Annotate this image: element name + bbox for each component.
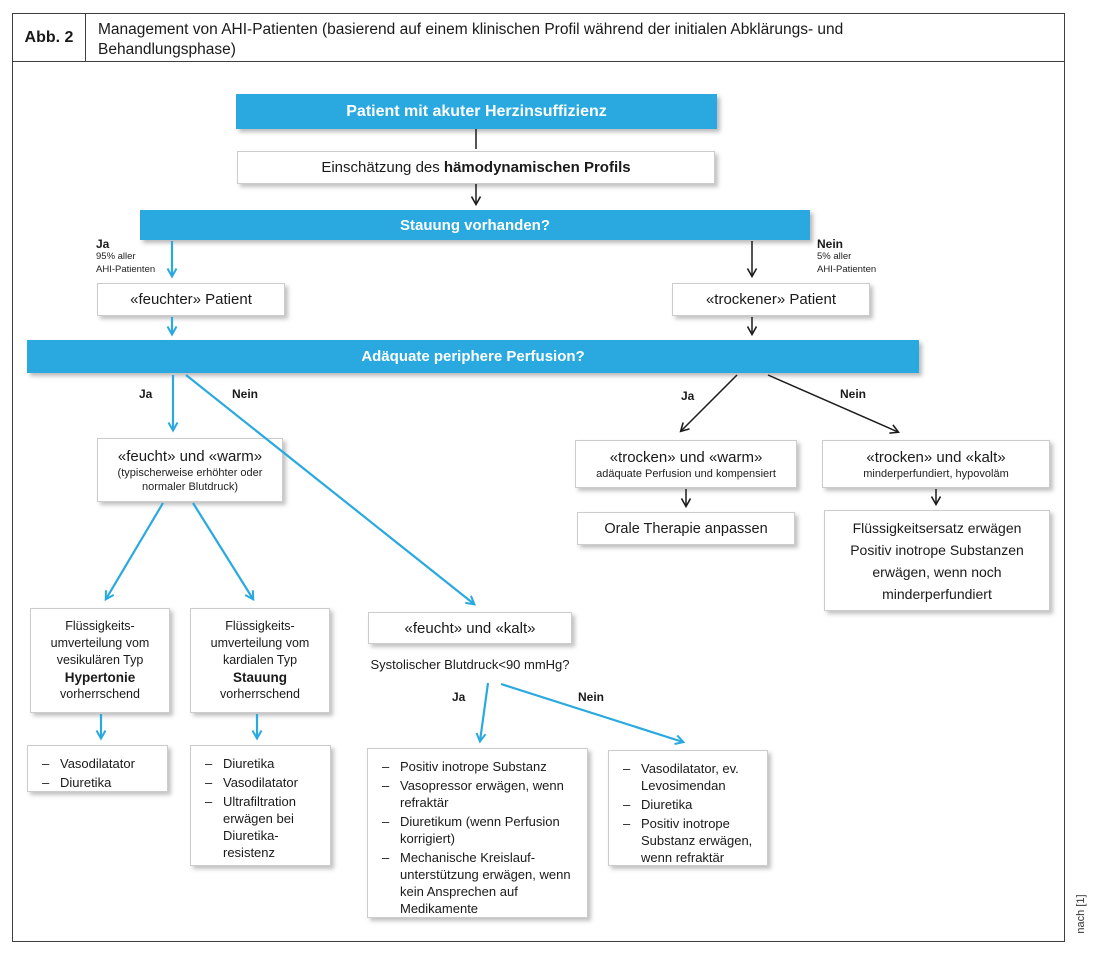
fluid-line1: Flüssigkeitsersatz erwägen (852, 519, 1022, 536)
node-oral-therapy: Orale Therapie anpassen (577, 512, 795, 545)
node-perfusion-banner: Adäquate periphere Perfusion? (27, 340, 919, 373)
dash-bullet: – (382, 778, 390, 793)
node-shock-list (367, 748, 588, 918)
node-congestion-banner: Stauung vorhanden? (140, 210, 810, 240)
node-diuretic-list (190, 745, 331, 866)
list-item: – Ultrafiltration erwägen bei Diuretika-resistenz (193, 793, 326, 861)
list-item: – Diuretikum (wenn Perfusion korrigiert) (370, 813, 583, 847)
dash-bullet: – (382, 850, 390, 865)
list-item: – Mechanische Kreislauf-unterstützung erwägen, wenn kein Ansprechen auf Medikamente (370, 849, 583, 917)
node-wet-patient: «feuchter» Patient (97, 283, 285, 316)
wet-warm-title: «feucht» und «warm» (117, 447, 263, 465)
list-item: – Diuretika (30, 774, 163, 791)
cardiac-last: vorherrschend (220, 687, 300, 701)
dry-cold-sub: minderperfundiert, hypovoläm (863, 467, 1009, 480)
list-item: – Vasodilatator (193, 774, 326, 791)
cardiac-line2: umverteilung vom (210, 636, 310, 650)
node-fluid-replacement (824, 510, 1050, 611)
cardiac-bold: Stauung (233, 670, 287, 685)
assessment-text (321, 159, 630, 176)
node-dry-cold (822, 440, 1050, 488)
fluid-line2: Positiv inotrope Substanzen (850, 541, 1024, 558)
congestion-no-sub1: 5% aller (817, 251, 852, 262)
list-item: – Vasopressor erwägen, wenn refraktär (370, 777, 583, 811)
label-congestion-no (817, 238, 876, 276)
cardiac-line1: Flüssigkeits- (225, 619, 295, 633)
fluid-line3: erwägen, wenn noch (872, 563, 1002, 580)
cardiac-line3: kardialen Typ (222, 653, 298, 667)
figure-title (86, 14, 1064, 61)
congestion-yes-sub1: 95% aller (96, 251, 136, 262)
label-systolic-no: Nein (578, 690, 605, 704)
list-item: – Vasodilatator, ev. Levosimendan (611, 760, 763, 794)
vesicular-bold: Hypertonie (64, 670, 136, 685)
congestion-no-sub2: AHI-Patienten (817, 263, 877, 275)
node-dry-warm (575, 440, 797, 488)
fluid-line4: minderperfundiert (882, 585, 992, 602)
wet-warm-sub1: (typischerweise erhöhter oder (117, 466, 263, 479)
label-perfusion-right-no: Nein (840, 387, 867, 401)
dry-warm-title: «trocken» und «warm» (609, 448, 763, 466)
dash-bullet: – (42, 756, 50, 771)
figure-title-line2: Behandlungsphase) (98, 41, 236, 58)
list-item: – Positiv inotrope Substanz (370, 758, 583, 775)
figure-title-line1: Management von AHI-Patienten (basierend auf einem klinischen Profil während der initialen Abklärungs- und (98, 21, 844, 38)
vesicular-line3: vesikulären Typ (56, 653, 144, 667)
node-assessment (237, 151, 715, 184)
node-vaso-list (27, 745, 168, 792)
label-systolic-yes: Ja (452, 690, 466, 704)
node-dry-patient: «trockener» Patient (672, 283, 870, 316)
node-no-shock-list (608, 750, 768, 866)
dash-bullet: – (623, 761, 631, 776)
wet-warm-sub2: normaler Blutdruck) (142, 480, 238, 493)
list-item: – Diuretika (611, 796, 763, 813)
node-patient-banner: Patient mit akuter Herzinsuffizienz (236, 94, 717, 129)
dry-cold-title: «trocken» und «kalt» (866, 448, 1006, 466)
list-item: – Vasodilatator (30, 755, 163, 772)
systolic-question: Systolischer Blutdruck<90 mmHg? (370, 657, 570, 672)
citation-note: nach [1] (1075, 894, 1087, 934)
assessment-bold: hämodynamischen Profils (443, 159, 631, 176)
dry-warm-sub: adäquate Perfusion und kompensiert (596, 467, 776, 480)
figure-label: Abb. 2 (13, 14, 86, 61)
congestion-no-label: Nein (817, 237, 844, 251)
congestion-yes-sub2: AHI-Patienten (96, 263, 156, 275)
dash-bullet: – (382, 759, 390, 774)
list-item: – Positiv inotrope Substanz erwägen, wenn refraktär (611, 815, 763, 866)
label-congestion-yes (96, 238, 155, 276)
dash-bullet: – (42, 775, 50, 790)
node-vesicular (30, 608, 170, 713)
dash-bullet: – (382, 814, 390, 829)
vesicular-last: vorherrschend (60, 687, 140, 701)
label-perfusion-left-yes: Ja (139, 387, 153, 401)
dash-bullet: – (623, 816, 631, 831)
congestion-yes-label: Ja (96, 237, 110, 251)
figure-header (12, 13, 1065, 62)
node-wet-warm (97, 438, 283, 502)
dash-bullet: – (623, 797, 631, 812)
list-item: – Diuretika (193, 755, 326, 772)
vesicular-line1: Flüssigkeits- (65, 619, 135, 633)
node-wet-cold: «feucht» und «kalt» (368, 612, 572, 644)
dash-bullet: – (205, 775, 213, 790)
dash-bullet: – (205, 756, 213, 771)
vesicular-line2: umverteilung vom (50, 636, 150, 650)
node-cardiac (190, 608, 330, 713)
label-perfusion-right-yes: Ja (681, 389, 695, 403)
label-perfusion-left-no: Nein (232, 387, 259, 401)
assessment-prefix: Einschätzung des (321, 159, 444, 176)
dash-bullet: – (205, 794, 213, 809)
